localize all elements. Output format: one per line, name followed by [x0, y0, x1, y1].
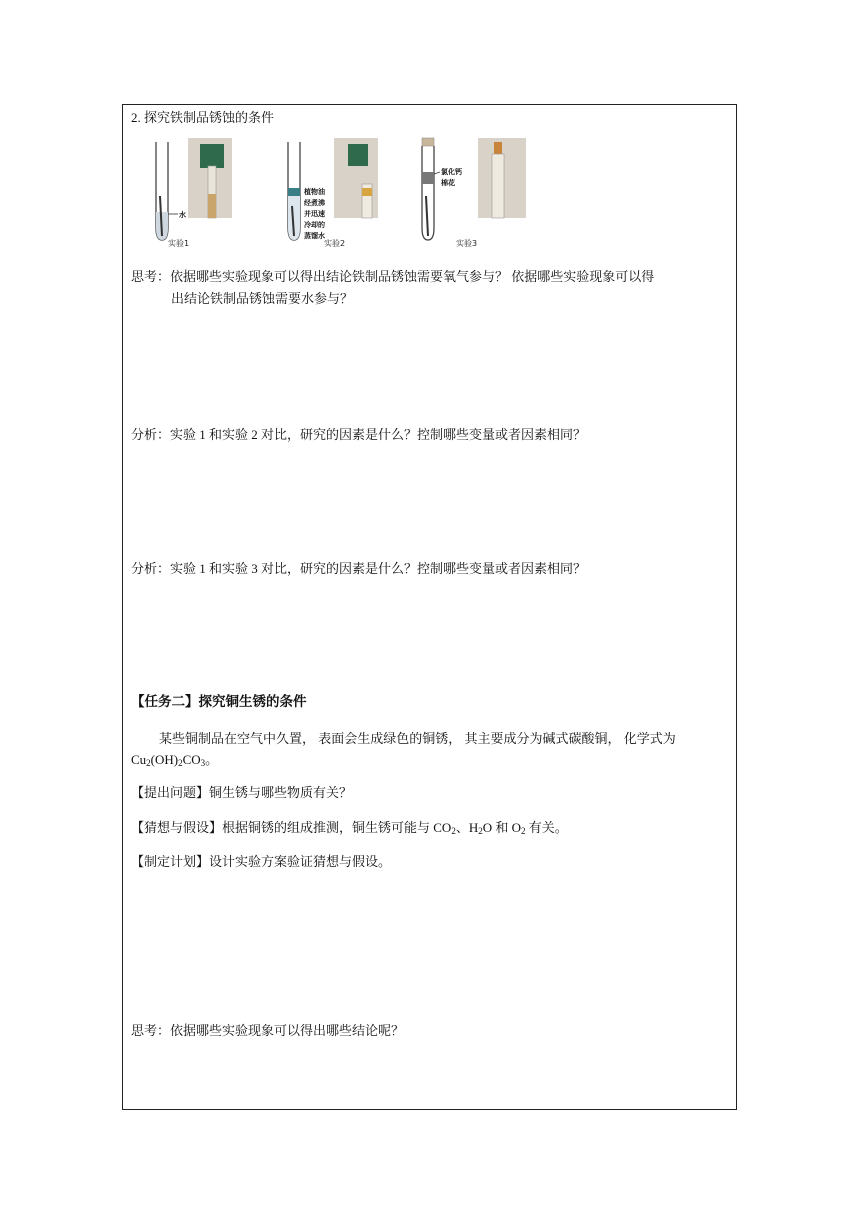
experiment-2-figure: [284, 136, 380, 248]
exp3-label-2: 棉花: [441, 179, 455, 187]
section-heading: 2. 探究铁制品锈蚀的条件: [131, 110, 275, 125]
exp2-label-5: 蒸馏水: [304, 232, 325, 240]
exp2-caption: 实验2: [324, 239, 346, 248]
experiment-3-figure: [418, 136, 530, 248]
analysis-1: 分析：实验 1 和实验 2 对比，研究的因素是什么？控制哪些变量或者因素相同？: [131, 427, 587, 442]
task2-intro: [131, 728, 733, 774]
exp2-label-1: 植物油: [304, 188, 325, 196]
analysis-2: 分析：实验 1 和实验 3 对比，研究的因素是什么？控制哪些变量或者因素相同？: [131, 561, 587, 576]
task2-title: 【任务二】探究铜生锈的条件: [131, 694, 307, 710]
exp2-label-2: 经煮沸: [304, 199, 325, 207]
think-question: 思考：依据哪些实验现象可以得出结论铁制品锈蚀需要氧气参与？ 依据哪些实验现象可以得: [131, 269, 655, 284]
think-question-cont: 出结论铁制品锈蚀需要水参与？: [171, 291, 354, 306]
exp1-caption: 实验1: [168, 239, 190, 248]
exp2-label-3: 并迅速: [304, 210, 325, 218]
intro-text: 某些铜制品在空气中久置， 表面会生成绿色的铜锈， 其主要成分为碱式碳酸铜， 化学式为: [159, 731, 676, 746]
exp3-caption: 实验3: [456, 239, 478, 248]
plan-line: 【制定计划】设计实验方案验证猜想与假设。: [131, 854, 392, 869]
exp1-label: 水: [179, 211, 186, 219]
formula: $Cu_2(OH)_2CO_3$。: [131, 752, 219, 768]
experiment-1-figure: [148, 136, 238, 248]
content-frame: [122, 104, 737, 1110]
exp3-label-1: 氯化钙: [441, 168, 462, 176]
question-line: 【提出问题】铜生锈与哪些物质有关？: [131, 785, 353, 800]
hypothesis-line: 【猜想与假设】根据铜锈的组成推测，铜生锈可能与 $CO_2$、$H_2O$ 和 $O_2$ 有关。: [131, 820, 568, 836]
think-conclusion: 思考：依据哪些实验现象可以得出哪些结论呢？: [131, 1023, 405, 1038]
exp2-label-4: 冷却的: [304, 221, 325, 229]
